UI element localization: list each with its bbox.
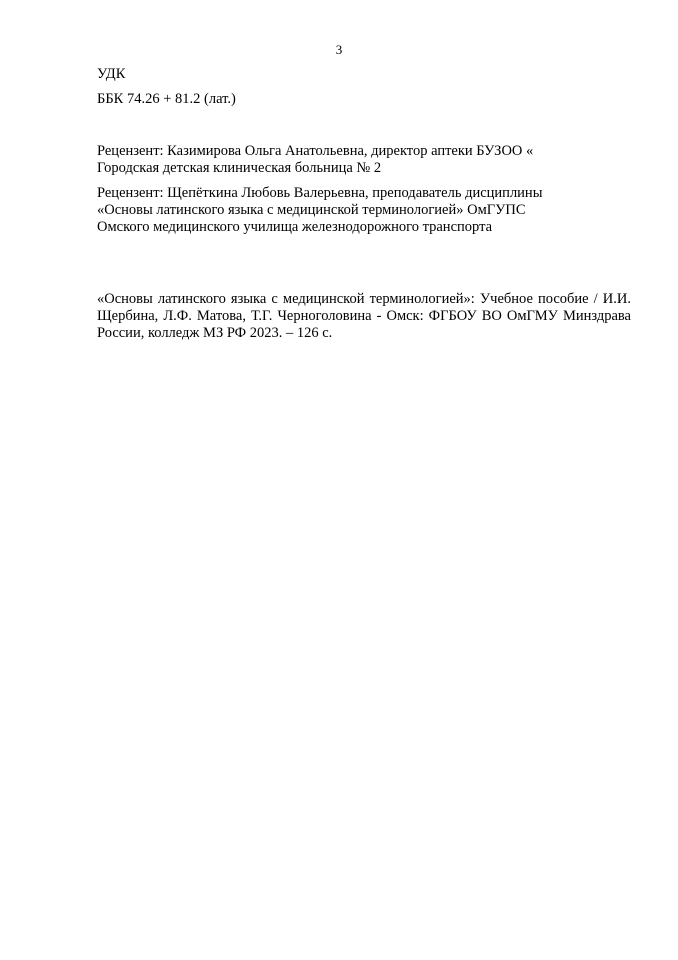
bibliographic-citation <box>97 291 631 342</box>
reviewer-1-line-1: Рецензент: Казимирова Ольга Анатольевна, директор аптеки БУЗОО « <box>97 143 534 159</box>
reviewer-block-2 <box>97 185 631 236</box>
reviewer-2-line-2: «Основы латинского языка с медицинской терминологией» ОмГУПС <box>97 202 526 218</box>
bbk-text: ББК 74.26 + 81.2 (лат.) <box>97 91 236 107</box>
reviewer-2-line-3: Омского медицинского училища железнодорожного транспорта <box>97 219 493 235</box>
udk-text: УДК <box>97 66 126 82</box>
udk-line <box>97 66 631 83</box>
reviewer-1-line-2: Городская детская клиническая больница № 2 <box>97 160 382 176</box>
bbk-line <box>97 91 631 108</box>
reviewer-2-line-1: Рецензент: Щепёткина Любовь Валерьевна, преподаватель дисциплины <box>97 185 543 201</box>
reviewer-block-1 <box>97 143 631 177</box>
page-number: 3 <box>335 42 343 57</box>
citation-text: «Основы латинского языка с медицинской терминологией»: Учебное пособие / И.И. Щербина, Л.Ф. Матова, Т.Г. Черноголовина - Омск: ФГБОУ ВО ОмГМУ Минздрава России, колледж МЗ РФ 2023. – 126 с. <box>97 291 631 341</box>
